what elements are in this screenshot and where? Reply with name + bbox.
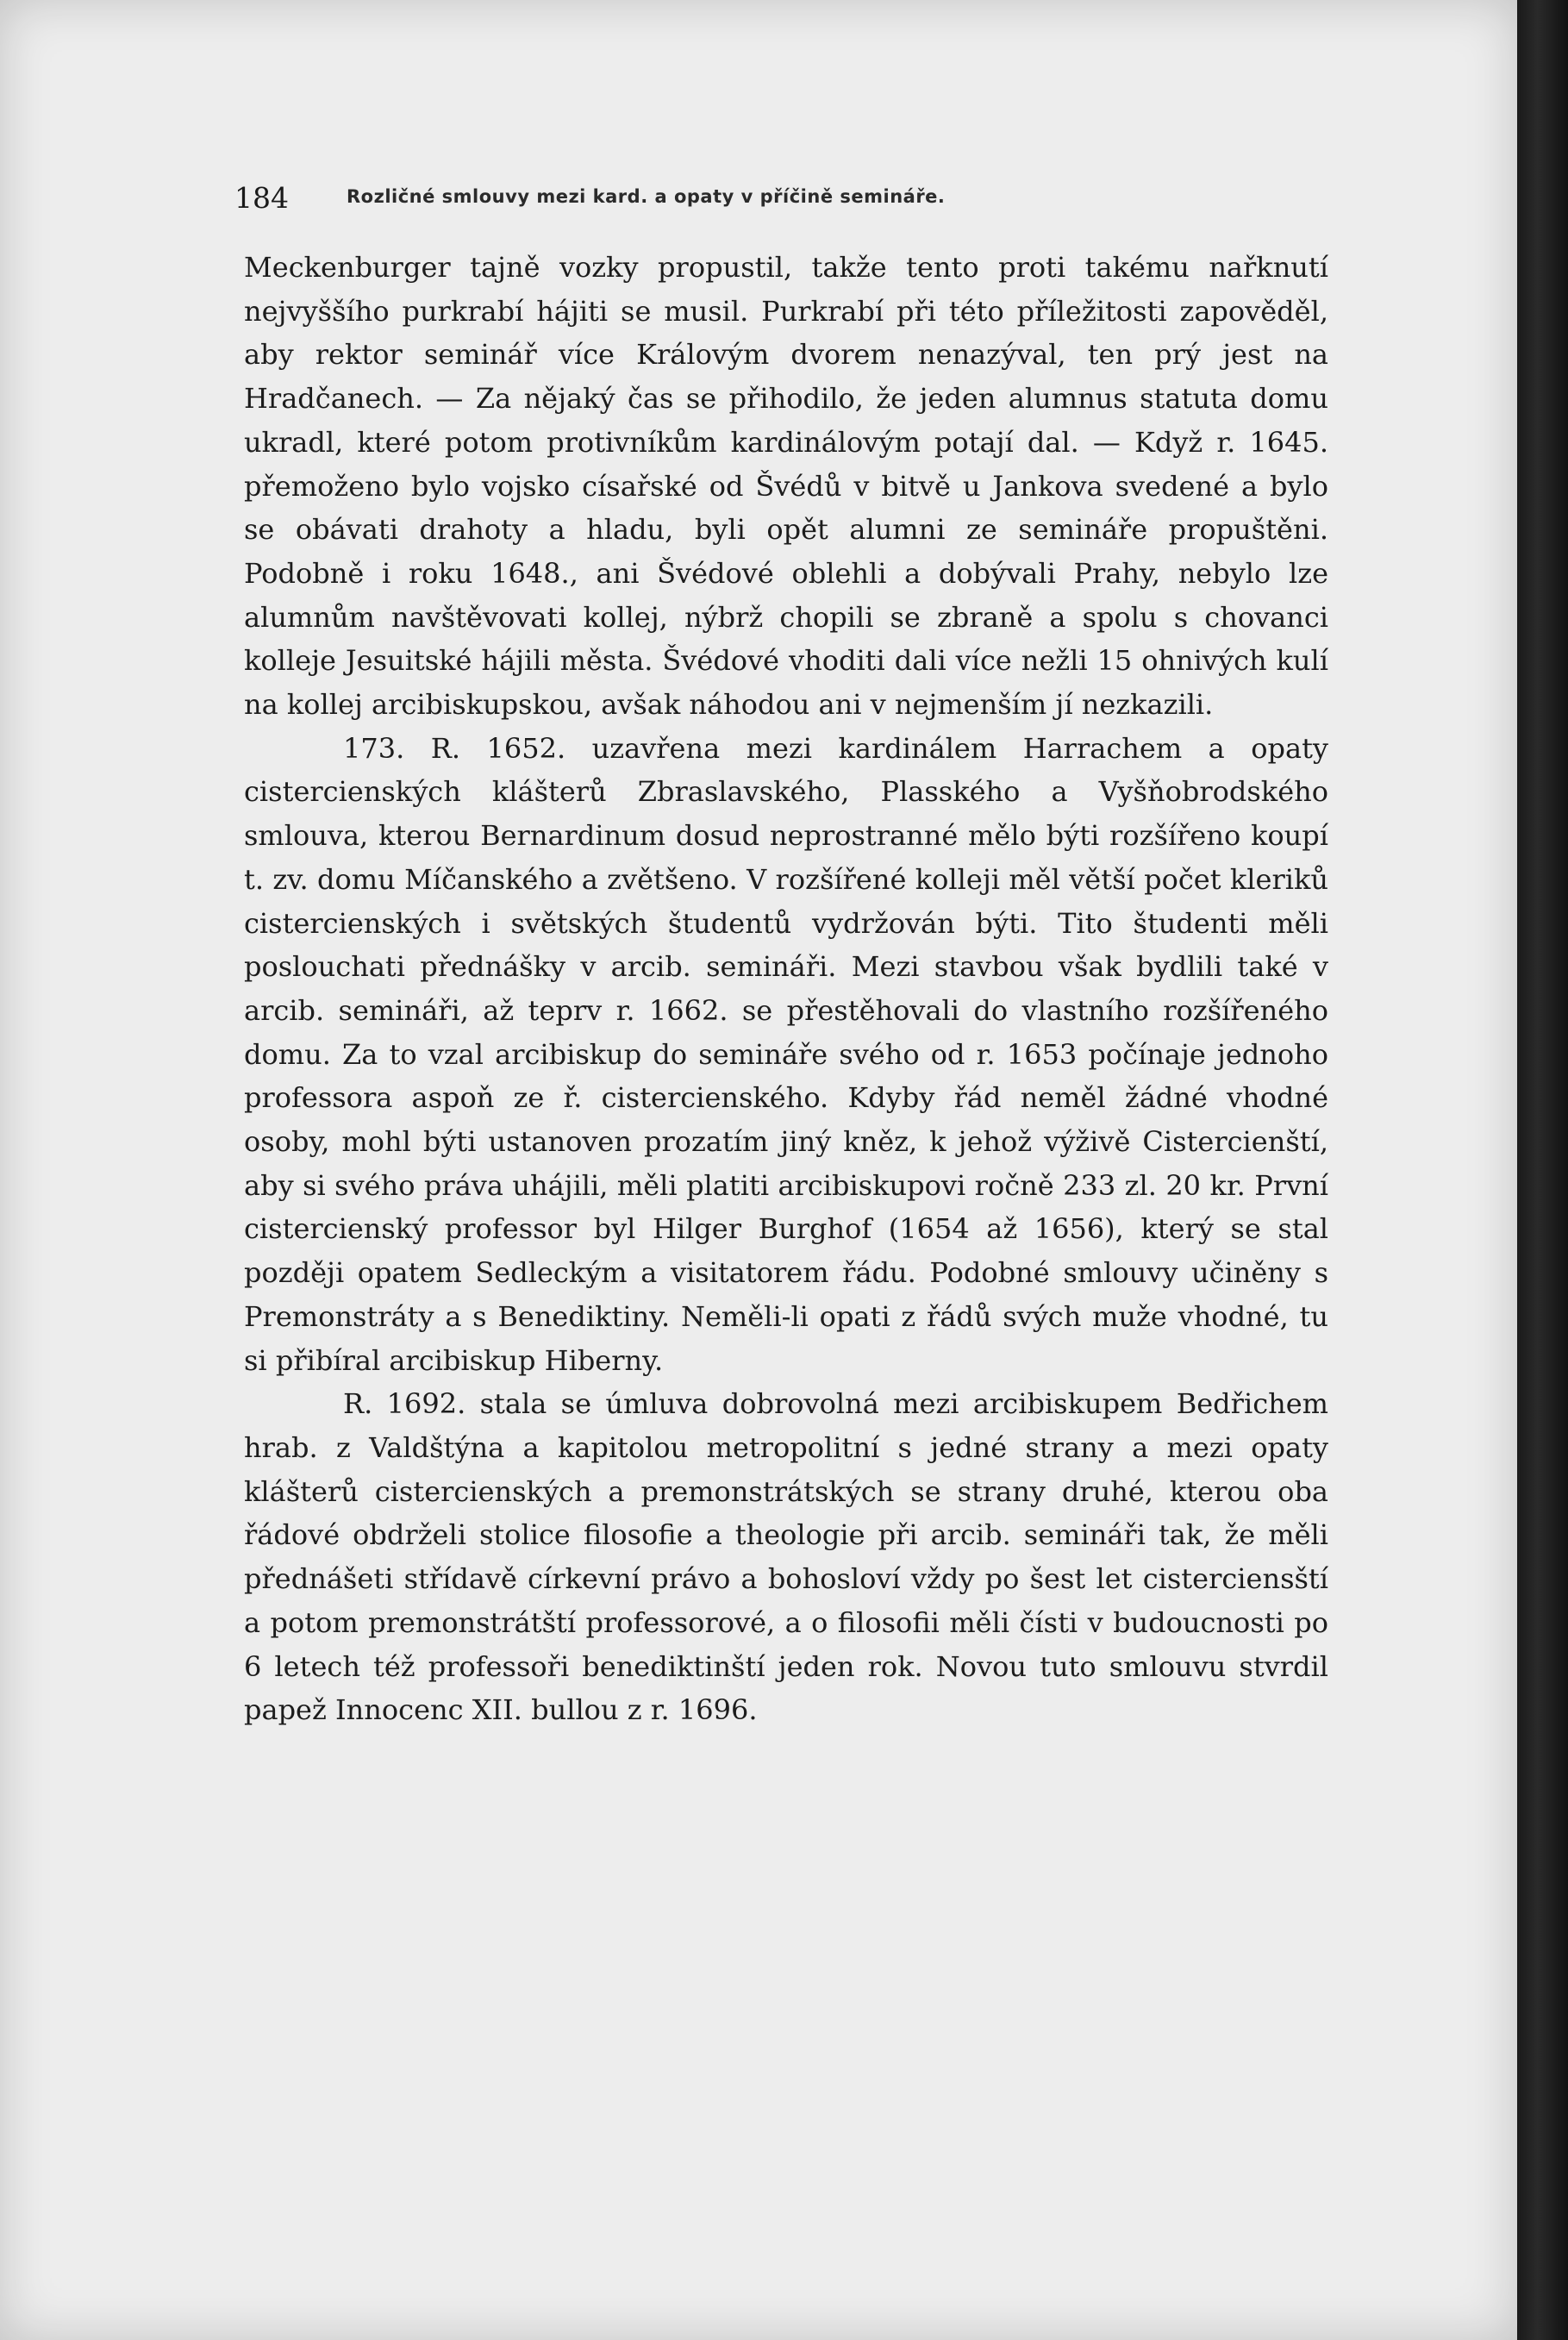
paragraph-173: 173. R. 1652. uzavřena mezi kardinálem Harrachem a opaty cistercienských klášterů Zbraslavského, Plasského a Vyšňobrodského smlouva, kterou Bernardinum dosud neprostranné mělo býti rozšířeno koupí t. zv. domu Míčanského a zvětšeno. V rozšířené kolleji měl větší počet kleriků cistercienských i světských študentů vydržován býti. Tito študenti měli poslouchati přednášky v arcib. semináři. Mezi stavbou však bydlili také v arcib. semináři, až teprv r. 1662. se přestěhovali do vlastního rozšířeného domu. Za to vzal arcibiskup do semináře svého od r. 1653 počínaje jednoho professora aspoň ze ř. cistercienského. Kdyby řád neměl žádné vhodné osoby, mohl býti ustanoven prozatím jiný kněz, k jehož výživě Cistercienští, aby si svého práva uhájili, měli platiti arcibiskupovi ročně 233 zl. 20 kr. První cistercienský professor byl Hilger Burghof (1654 až 1656), který se stal později opatem Sedleckým a visitatorem řádu. Podobné smlouvy učiněny s Premonstráty a s Benediktiny. Neměli-li opati z řádů svých muže vhodné, tu si přibíral arcibiskup Hiberny. — [244, 731, 1328, 1377]
scan-edge — [1517, 0, 1568, 2340]
page-number: 184 — [234, 181, 289, 215]
paragraph-continuation: Meckenburger tajně vozky propustil, takže tento proti takému nařknutí nejvyššího purkrabí hájiti se musil. Purkrabí při této příležitosti zapověděl, aby rektor seminář více Královým dvorem nenazýval, ten prý jest na Hradčanech. — Za nějaký čas se přihodilo, že jeden alumnus statuta domu ukradl, které potom protivníkům kardinálovým potají dal. — Když r. 1645. přemoženo bylo vojsko císařské od Švédů v bitvě u Jankova svedené a bylo se obávati drahoty a hladu, byli opět alumni ze semináře propuštěni. Podobně i roku 1648., ani Švédové oblehli a dobývali Prahy, nebylo lze alumnům navštěvovati kollej, nýbrž chopili se zbraně a spolu s chovanci kolleje Jesuitské hájili města. Švédové vhoditi dali více nežli 15 ohnivých kulí na kollej arcibiskupskou, avšak náhodou ani v nejmenším jí nezkazili. — [244, 251, 1328, 722]
paragraph-1692: R. 1692. stala se úmluva dobrovolná mezi arcibiskupem Bedřichem hrab. z Valdštýna a kapitolou metropolitní s jedné strany a mezi opaty klášterů cistercienských a premonstrátských se strany druhé, kterou oba řádové obdrželi stolice filosofie a theologie při arcib. semináři tak, že měli přednášeti střídavě církevní právo a bohosloví vždy po šest let cisterciensští a potom premonstrátští professorové, a o filosofii měli čísti v budoucnosti po 6 letech též professoři benediktinští jeden rok. Novou tuto smlouvu stvrdil papež Innocenc XII. bullou z r. 1696. — [244, 1387, 1328, 1727]
running-title: Rozličné smlouvy mezi kard. a opaty v příčině semináře. — [347, 186, 946, 207]
page-header — [234, 172, 1329, 224]
body-text — [244, 246, 1328, 1732]
